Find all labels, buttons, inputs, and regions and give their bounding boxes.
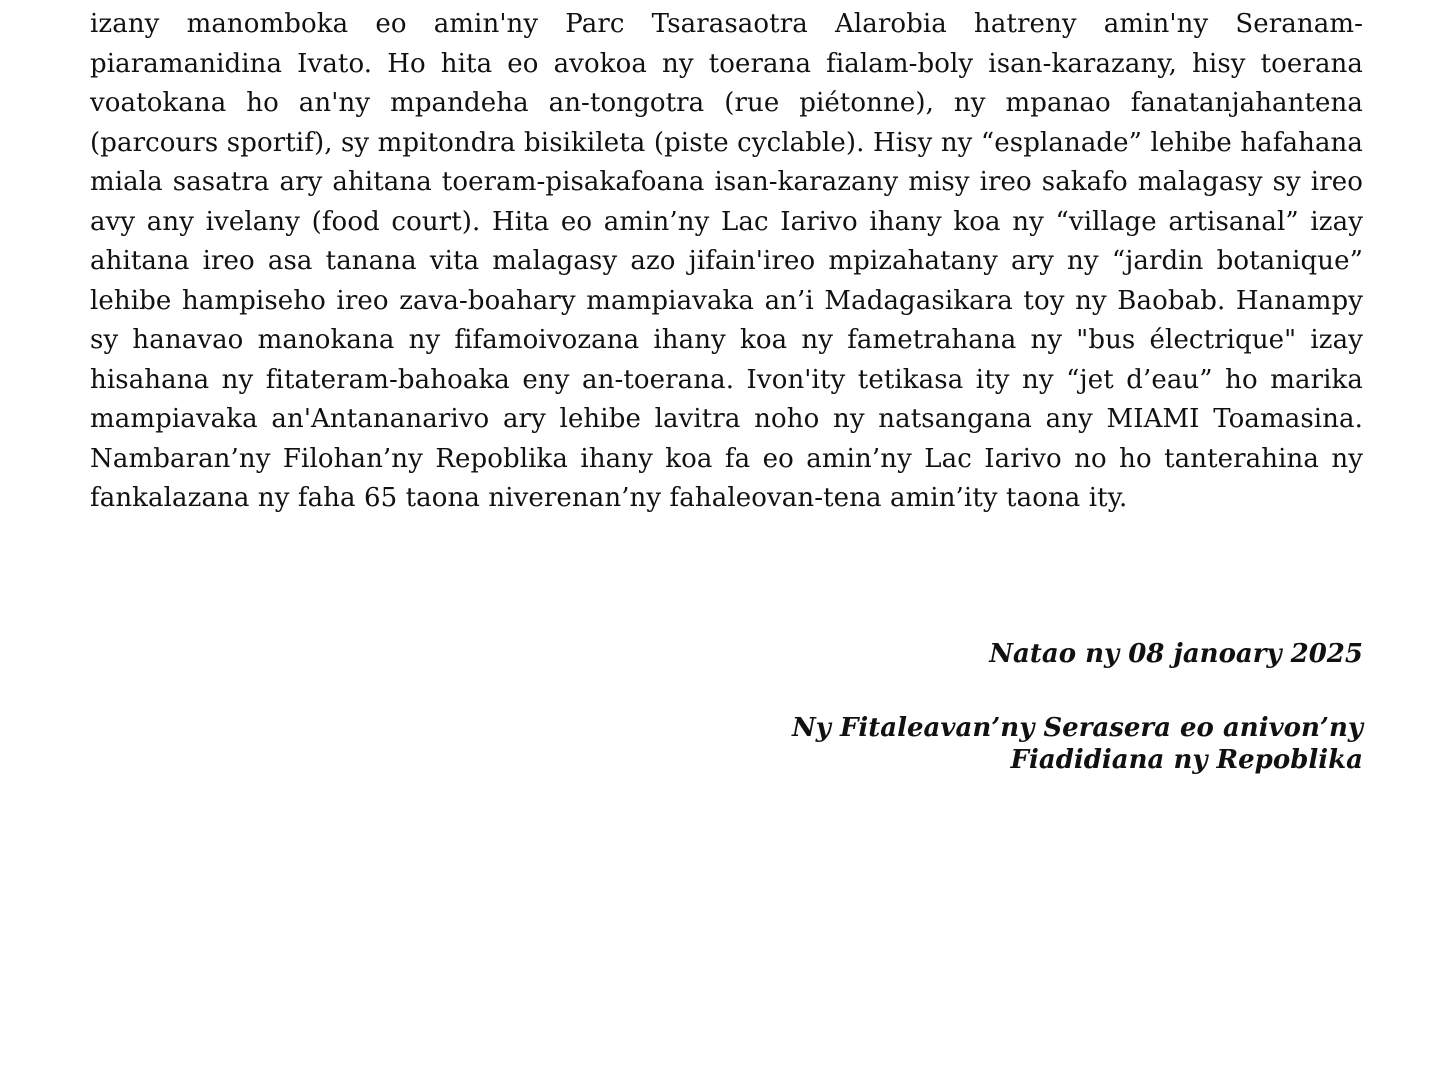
document-page [90,0,1363,775]
signatory-line-2: Fiadidiana ny Repoblika [1010,745,1363,775]
signatory-block [792,712,1363,776]
date-line: Natao ny 08 janoary 2025 [989,639,1363,669]
body-paragraph: izany manomboka eo amin'ny Parc Tsarasaotra Alarobia hatreny amin'ny Seranam-piaramanidina Ivato. Ho hita eo avokoa ny toerana fialam-boly isan-karazany, hisy toerana voatokana ho an'ny mpandeha an-tongotra (rue piétonne), ny mpanao fanatanjahantena (parcours sportif), sy mpitondra bisikileta (piste cyclable). Hisy ny “esplanade” lehibe hafahana miala sasatra ary ahitana toeram-pisakafoana isan-karazany misy ireo sakafo malagasy sy ireo avy any ivelany (food court). Hita eo amin’ny Lac Iarivo ihany koa ny “village artisanal” izay ahitana ireo asa tanana vita malagasy azo jifain'ireo mpizahatany ary ny “jardin botanique” lehibe hampiseho ireo zava-boahary mampiavaka an’i Madagasikara toy ny Baobab. Hanampy sy hanavao manokana ny fifamoivozana ihany koa ny fametrahana ny "bus électrique" izay hisahana ny fitateram-bahoaka eny an-toerana. Ivon'ity tetikasa ity ny “jet d’eau” ho marika mampiavaka an'Antananarivo ary lehibe lavitra noho ny natsangana any MIAMI Toamasina. Nambaran’ny Filohan’ny Repoblika ihany koa fa eo amin’ny Lac Iarivo no ho tanterahina ny fankalazana ny faha 65 taona niverenan’ny fahaleovan-tena amin’ity taona ity. [90,9,1363,513]
signatory-line-1: Ny Fitaleavan’ny Serasera eo anivon’ny [792,713,1363,743]
